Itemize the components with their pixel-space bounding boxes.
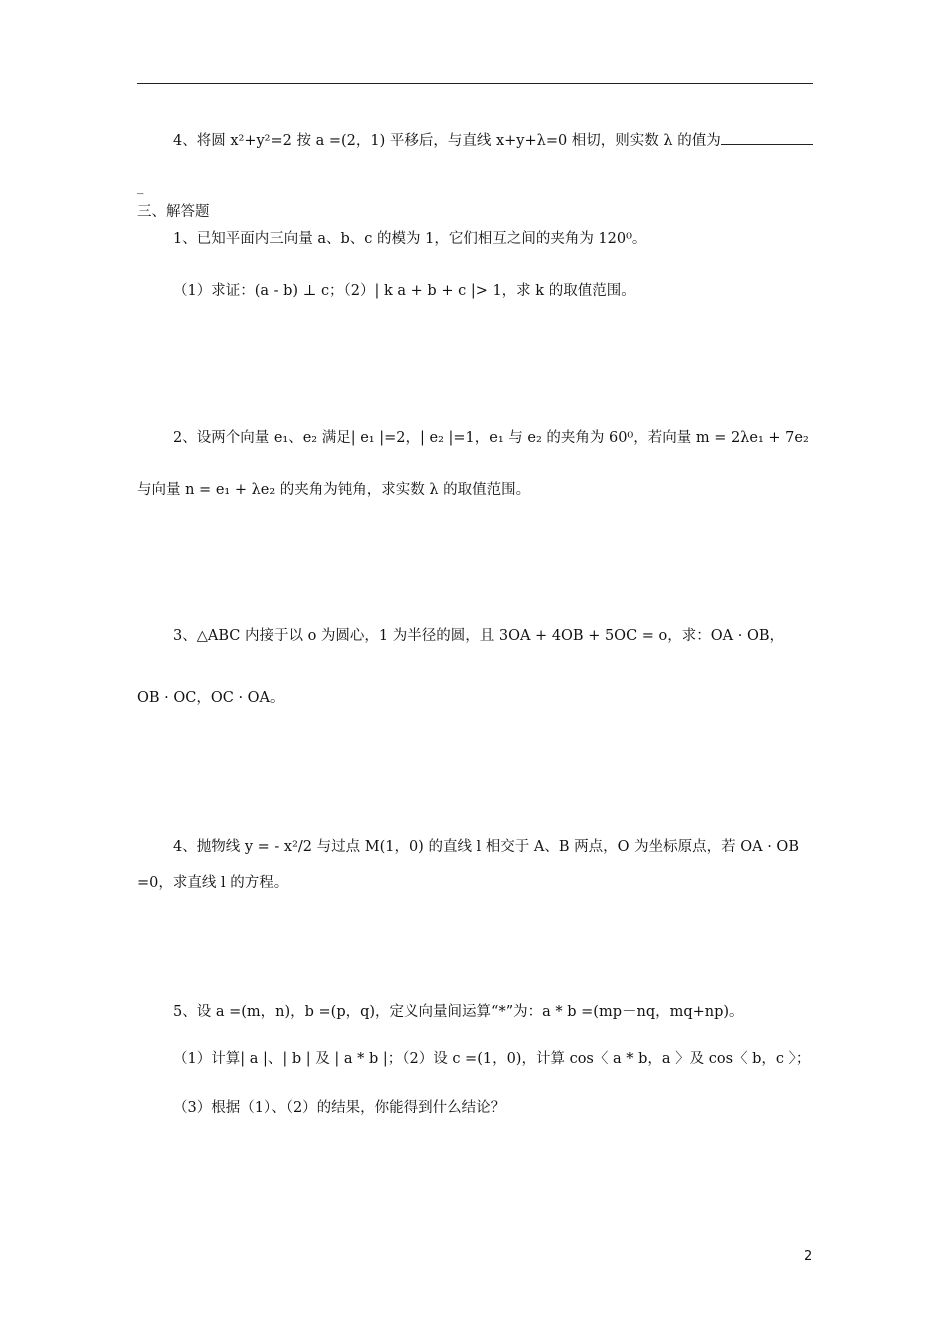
problem-5-line2: （1）计算| a |、| b | 及 | a * b |；（2）设 c =(1，0)，计算 cos〈 a * b，a 〉及 cos〈 b，c 〉； (173, 1051, 811, 1067)
problem-4-line2: =0，求直线 l 的方程。 (137, 875, 289, 891)
problem-2-line1: 2、设两个向量 e₁、e₂ 满足| e₁ |=2，| e₂ |=1，e₁ 与 e₂ 的夹角为 60⁰，若向量 m = 2λe₁ + 7e₂ (173, 430, 809, 446)
fill-question-4-tail: _ (137, 180, 144, 195)
problem-5-line3: （3）根据（1）、（2）的结果，你能得到什么结论？ (173, 1100, 506, 1116)
problem-3-line1: 3、△ABC 内接于以 o 为圆心，1 为半径的圆，且 3OA + 4OB + 5OC = o，求：OA · OB， (173, 628, 784, 644)
problem-2-line2: 与向量 n = e₁ + λe₂ 的夹角为钝角，求实数 λ 的取值范围。 (137, 482, 531, 498)
problem-5-line1: 5、设 a =(m，n)，b =(p，q)，定义向量间运算“*”为：a * b =(mp－nq，mq+np)。 (173, 1004, 744, 1020)
header-rule (137, 83, 813, 84)
section-title: 三、解答题 (137, 204, 210, 220)
problem-4-line1: 4、抛物线 y = - x²/2 与过点 M(1，0) 的直线 l 相交于 A、B 两点，O 为坐标原点，若 OA · OB (173, 839, 799, 855)
page-number: 2 (804, 1249, 813, 1264)
problem-1-stem: 1、已知平面内三向量 a、b、c 的模为 1，它们相互之间的夹角为 120⁰。 (173, 231, 647, 247)
fill-question-4 (137, 130, 813, 151)
answer-blank (721, 130, 813, 145)
problem-3-line2: OB · OC，OC · OA。 (137, 690, 285, 706)
fill-question-4-text: 4、将圆 x²+y²=2 按 a =(2，1) 平移后，与直线 x+y+λ=0 相切，则实数 λ 的值为 (173, 133, 721, 149)
problem-1-parts: （1）求证：(a - b) ⊥ c；（2）| k a + b + c |> 1，求 k 的取值范围。 (173, 283, 636, 299)
